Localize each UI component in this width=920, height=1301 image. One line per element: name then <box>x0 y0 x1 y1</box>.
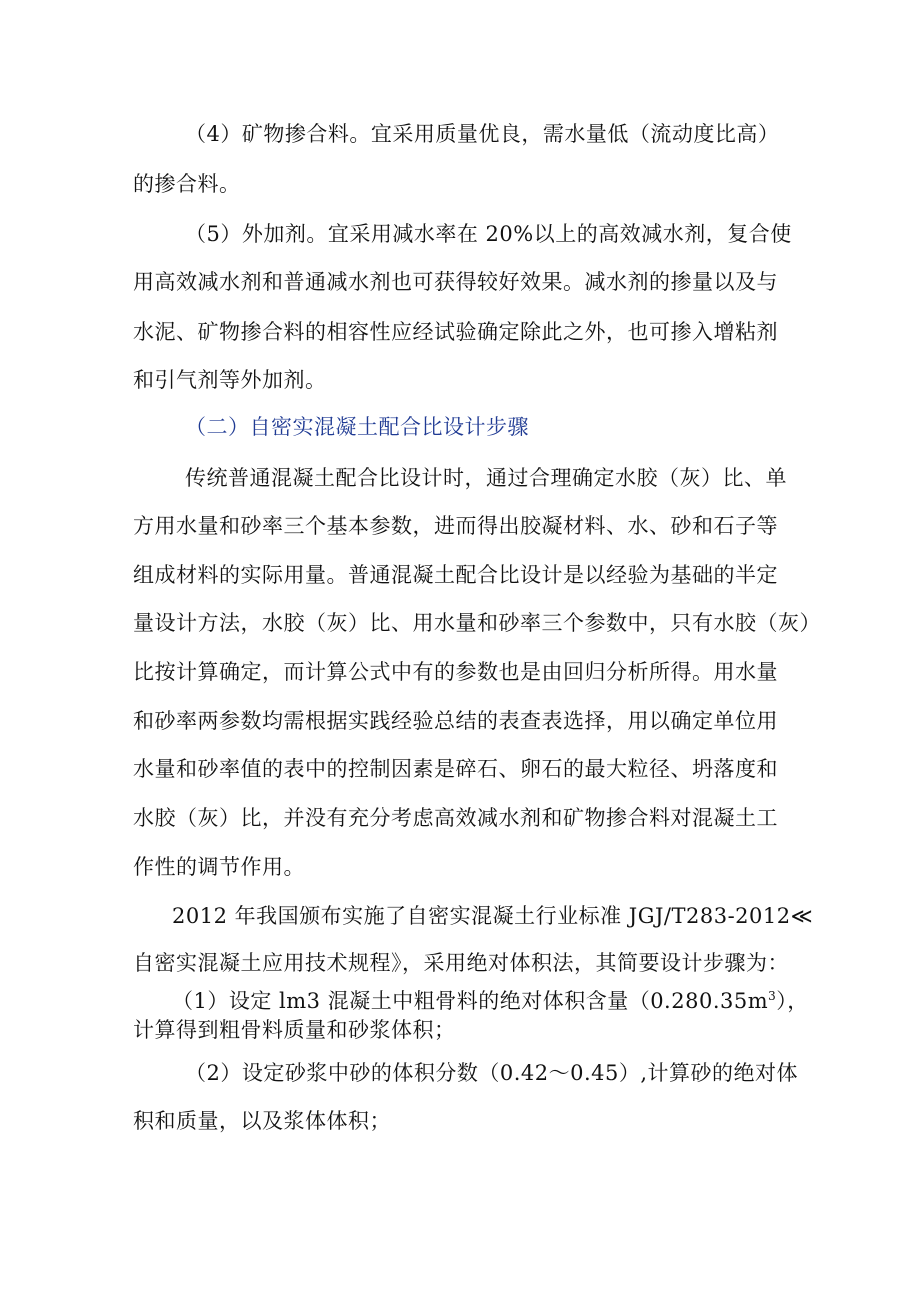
traditional-line-3: 组成材料的实际用量。普通混凝土配合比设计是以经验为基础的半定 <box>133 563 778 587</box>
p5-line-2: 用高效减水剂和普通减水剂也可获得较好效果。减水剂的掺量以及与 <box>133 270 778 294</box>
p4-line-1: （4）矿物掺合料。宜采用质量优良，需水量低（流动度比高） <box>185 122 780 146</box>
traditional-line-2: 方用水量和砂率三个基本参数，进而得出胶凝材料、水、砂和石子等 <box>133 514 778 538</box>
step1-text: （1）设定 lm3 混凝土中粗骨料的绝对体积含量（0.280.35m <box>172 989 769 1013</box>
p4-line-2: 的掺合料。 <box>133 172 241 196</box>
p5-line-3: 水泥、矿物掺合料的相容性应经试验确定除此之外，也可掺入增粘剂 <box>133 320 778 344</box>
step1-line-1 <box>172 987 809 1015</box>
standard-line-1: 2012 年我国颁布实施了自密实混凝土行业标准 JGJ/T283-2012≪ <box>172 904 814 928</box>
standard-line-2: 自密实混凝土应用技术规程》，采用绝对体积法，其简要设计步骤为： <box>133 951 789 975</box>
step1-text-end: ）， <box>776 989 809 1013</box>
step1-line-2: 计算得到粗骨料质量和砂浆体积； <box>133 1018 456 1042</box>
p5-line-4: 和引气剂等外加剂。 <box>133 368 327 392</box>
traditional-line-7: 水量和砂率值的表中的控制因素是碎石、卵石的最大粒径、坍落度和 <box>133 757 778 781</box>
traditional-line-1: 传统普通混凝土配合比设计时，通过合理确定水胶（灰）比、单 <box>185 466 787 490</box>
cubic-superscript: 3 <box>768 989 777 1003</box>
traditional-line-4: 量设计方法，水胶（灰）比、用水量和砂率三个参数中，只有水胶（灰） <box>133 611 821 635</box>
section-heading: （二）自密实混凝土配合比设计步骤 <box>185 415 529 439</box>
step2-line-1: （2）设定砂浆中砂的体积分数（0.42～0.45）,计算砂的绝对体 <box>185 1061 799 1085</box>
traditional-line-8: 水胶（灰）比，并没有充分考虑高效减水剂和矿物掺合料对混凝土工 <box>133 806 778 830</box>
step2-line-2: 积和质量，以及浆体体积； <box>133 1109 391 1133</box>
p5-line-1: （5）外加剂。宜采用减水率在 20%以上的高效减水剂，复合使 <box>185 222 792 246</box>
traditional-line-6: 和砂率两参数均需根据实践经验总结的表查表选择，用以确定单位用 <box>133 709 778 733</box>
traditional-line-5: 比按计算确定，而计算公式中有的参数也是由回归分析所得。用水量 <box>133 660 778 684</box>
traditional-line-9: 作性的调节作用。 <box>133 855 305 879</box>
